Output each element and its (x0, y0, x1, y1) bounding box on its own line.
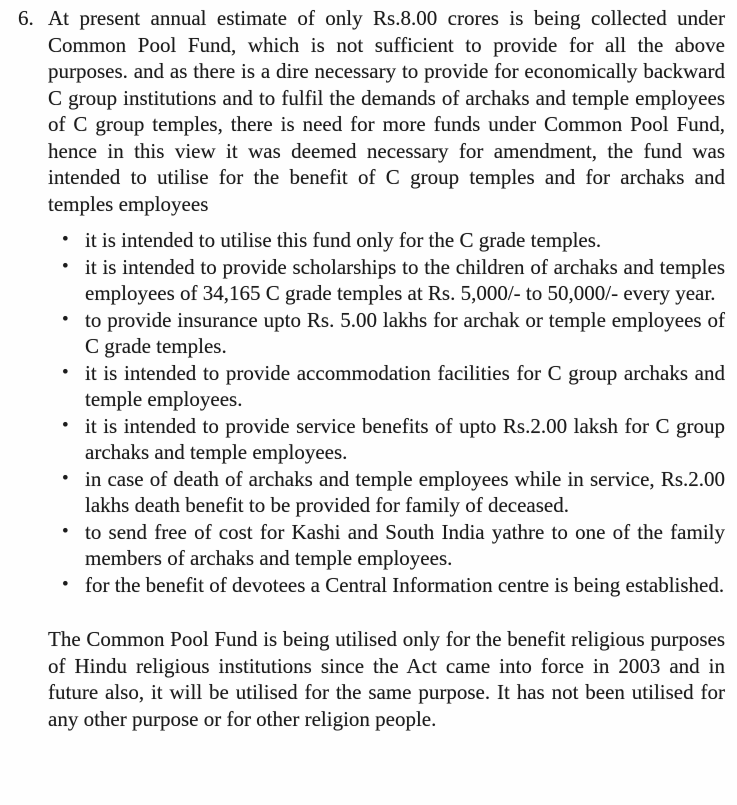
bullet-icon: • (62, 520, 69, 542)
bullet-text: it is intended to utilise this fund only for the C grade temples. (85, 228, 602, 252)
bullet-text: it is intended to provide accommodation facilities for C group archaks and temple employees. (85, 360, 725, 411)
bullet-icon: • (62, 229, 69, 250)
list-item (62, 307, 725, 360)
list-item (62, 413, 725, 466)
bullet-text: for the benefit of devotees a Central Information centre is being established. (85, 572, 725, 597)
bullet-list (18, 227, 725, 598)
bullet-icon: • (62, 573, 69, 595)
bullet-text: to send free of cost for Kashi and South India yathre to one of the family members of archaks and temple employees. (85, 519, 725, 570)
list-item (62, 254, 725, 307)
bullet-text: it is intended to provide scholarships to the children of archaks and temples employees of 34,165 C grade temples at Rs. 5,000/- to 50,000/- every year. (85, 254, 725, 305)
paragraph-number: 6. (18, 6, 34, 30)
bullet-icon: • (62, 467, 69, 489)
list-item (62, 519, 725, 572)
bullet-icon: • (62, 361, 69, 383)
bullet-text: in case of death of archaks and temple employees while in service, Rs.2.00 lakhs death benefit to be provided for family of deceased. (85, 466, 725, 517)
list-item (62, 466, 725, 519)
bullet-icon: • (62, 414, 69, 436)
bullet-icon: • (62, 308, 69, 330)
bullet-icon: • (62, 255, 69, 277)
bullet-text: it is intended to provide service benefits of upto Rs.2.00 laksh for C group archaks and temple employees. (85, 413, 725, 464)
numbered-paragraph (18, 5, 725, 217)
list-item (62, 227, 725, 254)
closing-paragraph: The Common Pool Fund is being utilised only for the benefit religious purposes of Hindu religious institutions since the Act came into force in 2003 and in future also, it will be utilised for the same purpose. It has not been utilised for any other purpose or for other religion people. (48, 627, 725, 731)
numbered-paragraph-text: At present annual estimate of only Rs.8.00 crores is being collected under Common Pool Fund, which is not sufficient to provide for all the above purposes. and as there is a dire necessary to provide for economically backward C group institutions and to fulfil the demands of archaks and temple employees of C group temples, there is need for more funds under Common Pool Fund, hence in this view it was deemed necessary for amendment, the fund was intended to utilise for the benefit of C group temples and for archaks and temples employees (48, 6, 725, 216)
list-item (62, 360, 725, 413)
bullet-text: to provide insurance upto Rs. 5.00 lakhs for archak or temple employees of C grade temples. (85, 307, 725, 358)
list-item (62, 572, 725, 599)
